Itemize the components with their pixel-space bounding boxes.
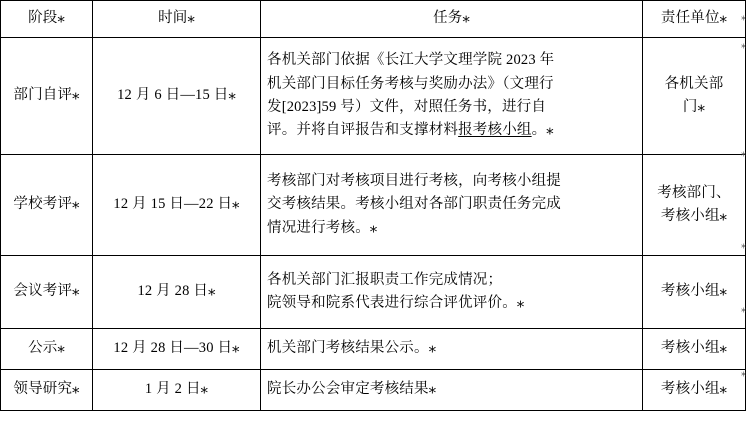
task-line: 情况进行考核。⁎ <box>267 219 378 236</box>
table-row <box>1 329 746 370</box>
unit-cell <box>643 38 746 155</box>
task-line: 发[2023]59 号）文件，对照任务书，进行自 <box>267 99 547 115</box>
paragraph-mark-icon: ⁎ <box>741 240 746 251</box>
task-line-tail: 。⁎ <box>531 122 554 139</box>
time-cell: 12 月 28 日⁎ <box>93 256 261 329</box>
column-header-unit: 责任单位⁎ <box>643 1 746 38</box>
task-line: 机关部门目标任务考核与奖励办法》（文理行 <box>267 75 554 92</box>
paragraph-mark-icon: ⁎ <box>741 148 746 159</box>
unit-line: 各机关部 <box>664 75 724 92</box>
unit-line: 考核小组⁎ <box>660 208 728 224</box>
task-cell <box>261 155 643 256</box>
stage-cell: 领导研究⁎ <box>1 370 93 411</box>
table-row <box>1 370 746 411</box>
unit-line: 门⁎ <box>682 99 706 115</box>
unit-cell <box>643 155 746 256</box>
paragraph-mark-icon: ⁎ <box>741 368 746 379</box>
task-cell: 院长办公会审定考核结果⁎ <box>261 370 643 411</box>
unit-cell: 考核小组⁎ <box>643 256 746 329</box>
task-cell <box>261 256 643 329</box>
unit-cell: 考核小组⁎ <box>643 370 746 411</box>
task-line-with-underline <box>267 119 636 142</box>
stage-cell: 公示⁎ <box>1 329 93 370</box>
unit-cell: 考核小组⁎ <box>643 329 746 370</box>
table-row <box>1 38 746 155</box>
time-cell: 12 月 15 日—22 日⁎ <box>93 155 261 256</box>
paragraph-mark-icon: ⁎ <box>741 12 746 23</box>
task-line: 考核部门对考核项目进行考核，向考核小组提 <box>267 172 561 189</box>
table-row <box>1 155 746 256</box>
column-header-task: 任务⁎ <box>261 1 643 38</box>
paragraph-mark-icon: ⁎ <box>741 304 746 315</box>
column-header-time: 时间⁎ <box>93 1 261 38</box>
task-cell: 机关部门考核结果公示。⁎ <box>261 329 643 370</box>
stage-cell: 会议考评⁎ <box>1 256 93 329</box>
column-header-stage: 阶段⁎ <box>1 1 93 38</box>
task-line: 院领导和院系代表进行综合评优评价。⁎ <box>267 295 525 311</box>
table-row <box>1 256 746 329</box>
stage-cell: 部门自评⁎ <box>1 38 93 155</box>
task-line: 各机关部门依据《长江大学文理学院 2023 年 <box>267 52 555 69</box>
stage-cell: 学校考评⁎ <box>1 155 93 256</box>
task-cell <box>261 38 643 155</box>
time-cell: 12 月 6 日—15 日⁎ <box>93 38 261 155</box>
time-cell: 12 月 28 日—30 日⁎ <box>93 329 261 370</box>
time-cell: 1 月 2 日⁎ <box>93 370 261 411</box>
task-line: 交考核结果。考核小组对各部门职责任务完成 <box>267 196 561 213</box>
table-header-row <box>1 1 746 38</box>
unit-line: 考核部门、 <box>657 184 731 201</box>
task-line: 各机关部门汇报职责工作完成情况； <box>267 271 503 288</box>
task-underlined-text: 报考核小组 <box>458 122 532 139</box>
paragraph-mark-icon: ⁎ <box>741 40 746 51</box>
task-line-text: 评。并将自评报告和支撑材料 <box>267 122 459 139</box>
